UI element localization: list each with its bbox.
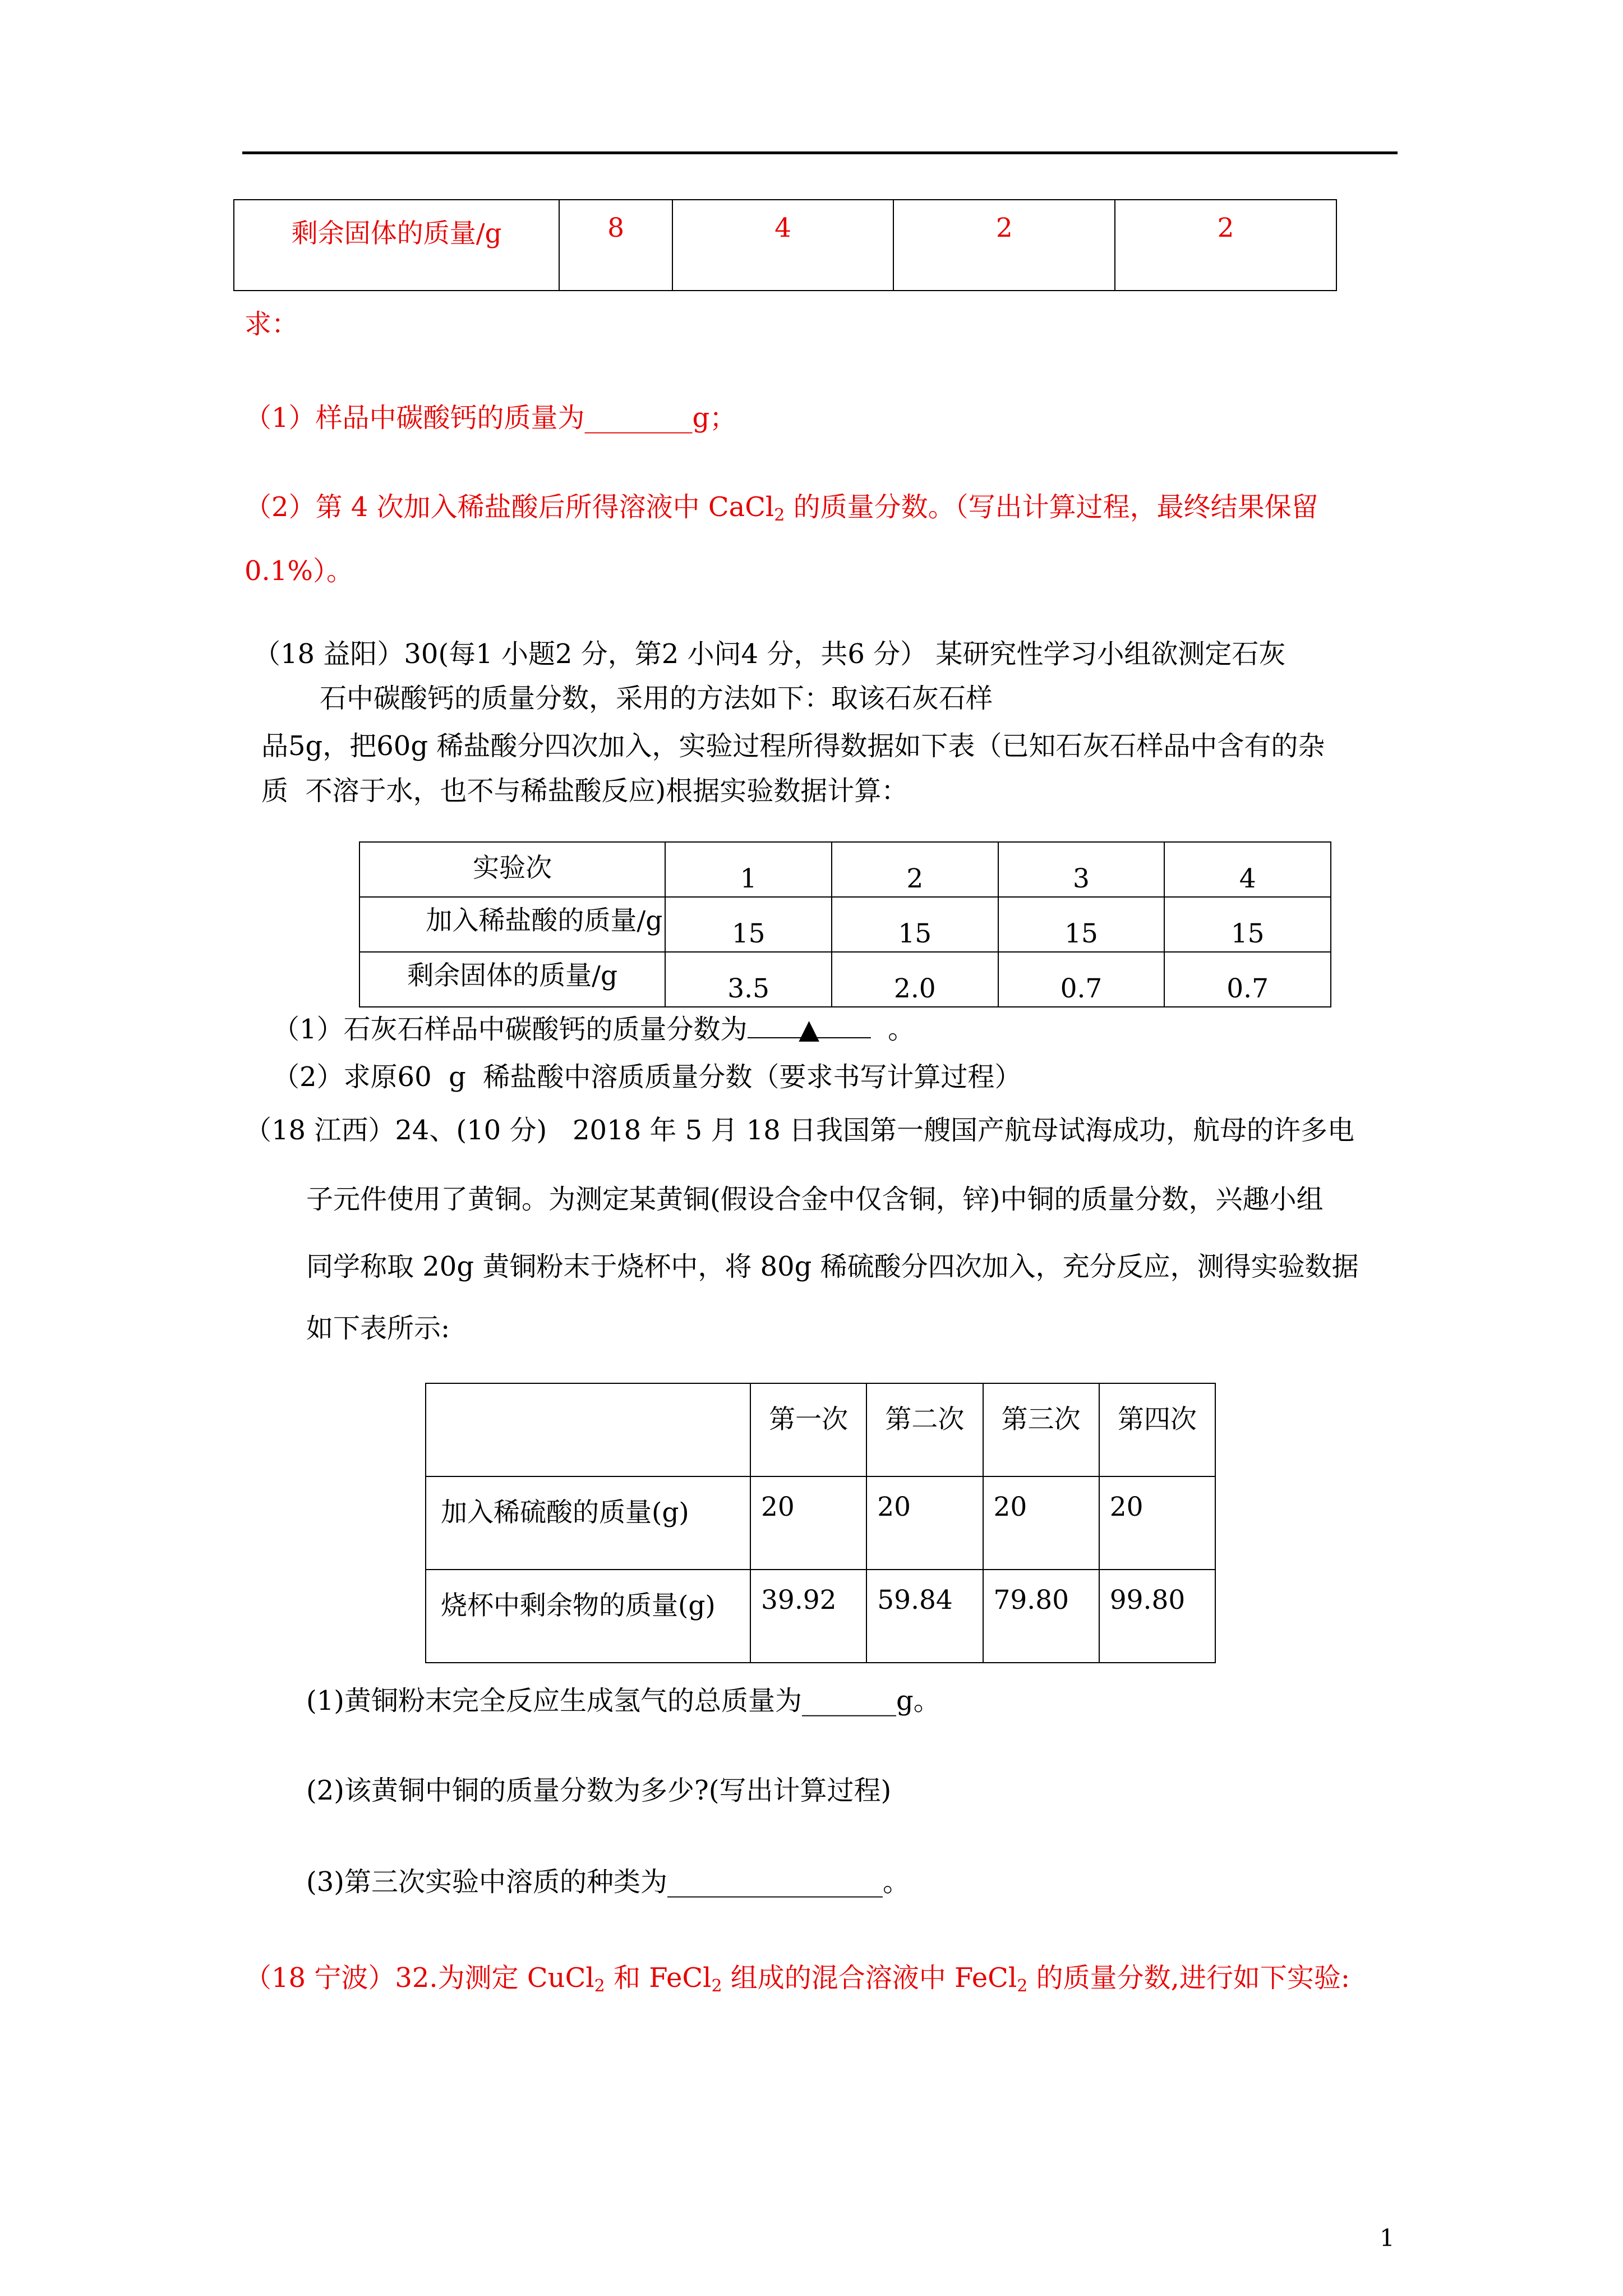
problem-text-part: 和 FeCl	[605, 1962, 712, 1994]
table-cell: 8	[559, 200, 672, 291]
triangle-icon: ▲	[799, 1014, 819, 1045]
question-text: (1)黄铜粉末完全反应生成氢气的总质量为	[306, 1685, 802, 1717]
table-cell: 2	[893, 200, 1115, 291]
top-table	[233, 199, 1337, 291]
table-row	[426, 1570, 1215, 1663]
table-header-cell: 第二次	[866, 1383, 983, 1476]
question-text: 的质量分数。（写出计算过程，最终结果保留	[785, 491, 1318, 523]
table-cell: 20	[1099, 1476, 1215, 1570]
table-header-cell: 4	[1164, 842, 1331, 897]
table-cell: 59.84	[866, 1570, 983, 1663]
question-text: （1）石灰石样品中碳酸钙的质量分数为	[273, 1014, 748, 1045]
table-cell: 2	[1115, 200, 1336, 291]
question-text: （1）样品中碳酸钙的质量为	[245, 402, 585, 434]
problem-text: 子元件使用了黄铜。为测定某黄铜(假设合金中仅含铜，锌)中铜的质量分数，兴趣小组	[306, 1184, 1324, 1215]
question-text: （2）第 4 次加入稀盐酸后所得溶液中 CaCl	[245, 491, 774, 523]
table-cell: 3.5	[665, 952, 832, 1007]
problem-text: 同学称取 20g 黄铜粉末于烧杯中，将 80g 稀硫酸分四次加入，充分反应，测得实验数据	[306, 1251, 1359, 1282]
table-cell: 15	[832, 897, 998, 952]
subscript: 2	[594, 1976, 605, 1996]
question-1	[306, 1684, 940, 1718]
table-cell: 0.7	[998, 952, 1165, 1007]
table-cell: 15	[665, 897, 832, 952]
answer-blank	[748, 1013, 871, 1045]
subscript: 2	[1017, 1976, 1028, 1996]
table-header-cell: 第一次	[750, 1383, 866, 1476]
table-cell-label: 加入稀硫酸的质量(g)	[426, 1476, 750, 1570]
table-header-cell: 实验次	[359, 842, 665, 897]
question-2: (2)该黄铜中铜的质量分数为多少?(写出计算过程)	[306, 1775, 892, 1806]
table-cell-label: 剩余固体的质量/g	[234, 200, 559, 291]
table-row	[359, 952, 1331, 1007]
question-1	[245, 401, 736, 435]
page-number: 1	[1380, 2224, 1395, 2252]
problem-text-part: （18 宁波）32.为测定 CuCl	[245, 1962, 594, 1994]
table-header-cell: 1	[665, 842, 832, 897]
table-cell: 4	[672, 200, 894, 291]
subscript: 2	[711, 1976, 722, 1996]
problem-text: （18 益阳）30(每1 小题2 分，第2 小问4 分，共6 分） 某研究性学习小组欲测定石灰	[253, 638, 1286, 670]
jiangxi-table	[425, 1383, 1216, 1663]
problem-text: 如下表所示:	[306, 1313, 450, 1344]
table-cell-label: 加入稀盐酸的质量/g	[359, 897, 665, 952]
table-row	[426, 1476, 1215, 1570]
subscript: 2	[774, 505, 785, 525]
problem-text	[245, 1961, 1350, 1995]
question-text: g。	[896, 1685, 940, 1717]
problem-text-part: 组成的混合溶液中 FeCl	[722, 1962, 1017, 1994]
table-cell-label: 烧杯中剩余物的质量(g)	[426, 1570, 750, 1663]
problem-text: 质 不溶于水，也不与稀盐酸反应)根据实验数据计算：	[261, 775, 909, 807]
problem-text-part: 的质量分数,进行如下实验:	[1027, 1962, 1350, 1994]
question-text: g；	[692, 402, 737, 434]
header-rule	[242, 151, 1398, 154]
question-2	[245, 490, 1318, 524]
table-cell: 39.92	[750, 1570, 866, 1663]
problem-text: 石中碳酸钙的质量分数，采用的方法如下：取该石灰石样	[320, 683, 993, 714]
table-cell: 0.7	[1164, 952, 1331, 1007]
table-header-cell: 3	[998, 842, 1165, 897]
table-row	[426, 1383, 1215, 1476]
answer-blank: ________	[584, 402, 693, 434]
problem-text: 品5g，把60g 稀盐酸分四次加入，实验过程所得数据如下表（已知石灰石样品中含有的杂	[261, 730, 1325, 762]
answer-blank: ________________	[667, 1866, 883, 1898]
table-cell: 15	[1164, 897, 1331, 952]
yiyang-table	[359, 841, 1331, 1007]
table-cell: 20	[750, 1476, 866, 1570]
table-header-cell: 第四次	[1099, 1383, 1215, 1476]
table-header-cell	[426, 1383, 750, 1476]
table-header-cell: 第三次	[983, 1383, 1099, 1476]
table-row	[234, 200, 1336, 291]
table-cell: 20	[866, 1476, 983, 1570]
table-header-cell: 2	[832, 842, 998, 897]
question-2: （2）求原60 g 稀盐酸中溶质质量分数（要求书写计算过程）	[273, 1061, 1022, 1093]
ask-label: 求：	[245, 309, 299, 340]
question-2-cont: 0.1%）。	[245, 555, 353, 587]
table-cell: 99.80	[1099, 1570, 1215, 1663]
question-3	[306, 1865, 910, 1899]
table-cell: 2.0	[832, 952, 998, 1007]
table-cell: 15	[998, 897, 1165, 952]
table-cell: 20	[983, 1476, 1099, 1570]
answer-blank: _______	[802, 1685, 896, 1717]
table-cell: 79.80	[983, 1570, 1099, 1663]
question-text: 。	[870, 1014, 915, 1045]
problem-text: （18 江西）24、(10 分) 2018 年 5 月 18 日我国第一艘国产航母试海成功，航母的许多电	[245, 1115, 1355, 1146]
question-1	[273, 1013, 915, 1046]
table-row	[359, 897, 1331, 952]
question-text: (3)第三次实验中溶质的种类为	[306, 1866, 667, 1898]
table-cell-label: 剩余固体的质量/g	[359, 952, 665, 1007]
table-row	[359, 842, 1331, 897]
question-text: 。	[883, 1866, 910, 1898]
